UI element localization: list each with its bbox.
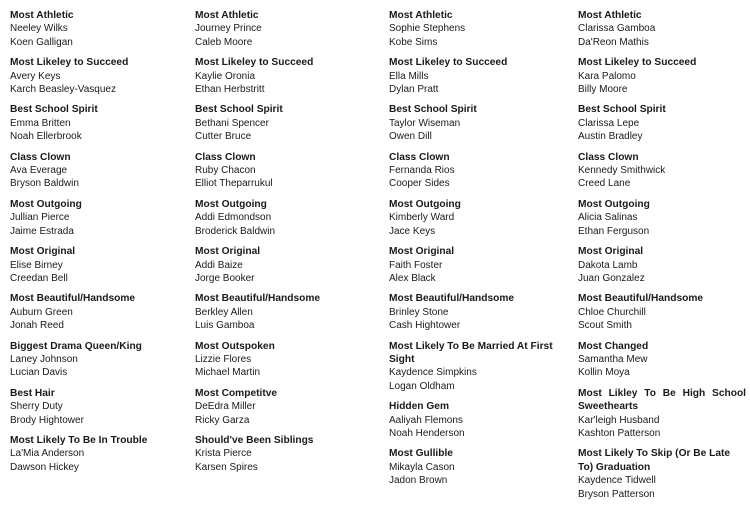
award-title: Most Likley To Be High School Sweethearts [578,387,746,413]
winner-name: Bryson Patterson [578,488,655,500]
award-title: Most Original [578,246,644,258]
award-block [578,9,746,49]
winner-name: Creedan Bell [10,272,68,284]
winner-name: Karch Beasley-Vasquez [10,84,116,96]
award-block [389,151,569,191]
column-4 [578,9,746,508]
winner-name: Lucian Davis [10,367,68,379]
award-title: Most Outgoing [389,198,461,210]
award-block [389,56,569,96]
award-block [195,56,380,96]
winner-name: Ethan Herbstritt [195,84,265,96]
winner-name: Ricky Garza [195,414,250,426]
award-title: Most Beautiful/Handsome [195,293,321,305]
award-block [578,56,746,96]
winner-name: Brody Hightower [10,414,84,426]
winner-name: Cash Hightower [389,320,461,332]
award-title: Most Original [10,246,76,258]
winner-name: Kashton Patterson [578,427,661,439]
winner-name: Kar'leigh Husband [578,414,660,426]
award-title: Most Outgoing [195,198,267,210]
winner-name: Chloe Churchill [578,306,646,318]
column-3 [389,9,569,495]
award-block [389,400,569,440]
award-title: Most Outspoken [195,340,275,352]
award-block [195,103,380,143]
award-title: Most Athletic [10,10,74,21]
winner-name: Kollin Moya [578,367,630,379]
award-title: Class Clown [10,151,71,163]
winner-name: Jorge Booker [195,272,255,284]
winner-name: Kimberly Ward [389,212,455,224]
award-block [389,245,569,285]
winner-name: Alicia Salinas [578,212,638,224]
award-title: Most Athletic [578,10,642,21]
winner-name: Brinley Stone [389,306,449,318]
winner-name: Emma Britten [10,117,71,129]
winner-name: Neeley Wilks [10,23,68,35]
winner-name: Alex Black [389,272,436,284]
winner-name: Austin Bradley [578,131,643,143]
award-title: Best School Spirit [578,104,666,116]
award-block [10,9,185,49]
winner-name: Owen Dill [389,131,432,143]
award-title: Most Likeley to Succeed [195,57,314,69]
winner-name: Dakota Lamb [578,259,638,271]
winner-name: La'Mia Anderson [10,448,85,460]
award-title: Most Beautiful/Handsome [578,293,704,305]
winner-name: Scout Smith [578,320,632,332]
winner-name: Faith Foster [389,259,443,271]
winner-name: Aaliyah Flemons [389,414,463,426]
winner-name: Sherry Duty [10,401,63,413]
award-block [578,340,746,380]
award-block [10,56,185,96]
winner-name: Bryson Baldwin [10,178,79,190]
winner-name: Billy Moore [578,84,628,96]
award-block [389,447,569,487]
winner-name: Lizzie Flores [195,353,252,365]
award-block [578,447,746,501]
award-title: Most Beautiful/Handsome [389,293,515,305]
award-title: Best School Spirit [10,104,98,116]
award-block [578,198,746,238]
winner-name: Luis Gamboa [195,320,255,332]
winner-name: Kaydence Simpkins [389,367,477,379]
award-block [389,9,569,49]
award-title: Most Likely To Be Married At First Sight [389,340,553,365]
award-title: Most Outgoing [10,198,82,210]
award-block [10,151,185,191]
award-title: Most Likely To Skip (Or Be Late To) Graduation [578,448,731,473]
award-title: Class Clown [195,151,256,163]
winner-name: Bethani Spencer [195,117,269,129]
column-1 [10,9,185,481]
award-title: Most Gullible [389,448,453,460]
winner-name: Noah Ellerbrook [10,131,82,143]
winner-name: Kara Palomo [578,70,636,82]
winner-name: Cooper Sides [389,178,450,190]
winner-name: DeEdra Miller [195,401,256,413]
award-title: Best School Spirit [389,104,477,116]
award-block [389,103,569,143]
winner-name: Caleb Moore [195,36,253,48]
award-title: Most Likely To Be In Trouble [10,434,148,446]
award-title: Best Hair [10,387,55,399]
winner-name: Addi Edmondson [195,212,272,224]
winner-name: Elliot Theparrukul [195,178,273,190]
winner-name: Clarissa Gamboa [578,23,656,35]
winner-name: Kaylie Oronia [195,70,256,82]
winner-name: Elise Birney [10,259,63,271]
award-block [195,9,380,49]
winner-name: Dawson Hickey [10,461,79,473]
column-2 [195,9,380,481]
award-block [10,387,185,427]
winner-name: Journey Prince [195,23,262,35]
award-block [578,245,746,285]
award-block [10,198,185,238]
winner-name: Karsen Spires [195,461,258,473]
winner-name: Da'Reon Mathis [578,36,649,48]
award-title: Class Clown [389,151,450,163]
winner-name: Jace Keys [389,225,436,237]
winner-name: Laney Johnson [10,353,78,365]
award-block [10,340,185,380]
award-block [389,292,569,332]
winner-name: Taylor Wiseman [389,117,461,129]
award-block [195,245,380,285]
winner-name: Jonah Reed [10,320,64,332]
winner-name: Michael Martin [195,367,261,379]
award-block [10,292,185,332]
award-block [10,103,185,143]
winner-name: Clarissa Lepe [578,117,640,129]
winner-name: Jadon Brown [389,475,448,487]
award-block [195,434,380,474]
award-block [389,198,569,238]
winner-name: Dylan Pratt [389,84,439,96]
winner-name: Berkley Allen [195,306,253,318]
winner-name: Ruby Chacon [195,165,256,177]
award-title: Class Clown [578,151,639,163]
award-title: Most Competitve [195,387,278,399]
award-block [578,292,746,332]
award-title: Most Likeley to Succeed [10,57,129,69]
award-title: Best School Spirit [195,104,283,116]
award-title: Biggest Drama Queen/King [10,340,142,352]
award-title: Most Original [389,246,455,258]
winner-name: Jullian Pierce [10,212,70,224]
award-title: Most Likeley to Succeed [389,57,508,69]
award-block [195,292,380,332]
award-block [578,103,746,143]
award-block [195,198,380,238]
award-block [195,387,380,427]
winner-name: Samantha Mew [578,353,648,365]
winner-name: Ella Mills [389,70,429,82]
award-title: Most Athletic [195,10,259,21]
winner-name: Kennedy Smithwick [578,165,666,177]
winner-name: Fernanda Rios [389,165,455,177]
winner-name: Kaydence Tidwell [578,475,656,487]
award-title: Most Outgoing [578,198,650,210]
award-block [195,340,380,380]
winner-name: Creed Lane [578,178,631,190]
award-title: Most Athletic [389,10,453,21]
winner-name: Kobe Sims [389,36,438,48]
winner-name: Noah Henderson [389,427,465,439]
winner-name: Koen Galligan [10,36,73,48]
winner-name: Mikayla Cason [389,461,455,473]
winner-name: Auburn Green [10,306,73,318]
winner-name: Krista Pierce [195,448,252,460]
award-block [578,387,746,441]
award-title: Most Beautiful/Handsome [10,293,136,305]
winner-name: Addi Baize [195,259,243,271]
award-title: Most Changed [578,340,649,352]
award-title: Most Original [195,246,261,258]
award-title: Most Likeley to Succeed [578,57,697,69]
award-block [578,151,746,191]
award-block [195,151,380,191]
award-block [10,434,185,474]
winner-name: Sophie Stephens [389,23,466,35]
winner-name: Avery Keys [10,70,61,82]
winner-name: Ethan Ferguson [578,225,650,237]
winner-name: Juan Gonzalez [578,272,645,284]
winner-name: Logan Oldham [389,380,455,392]
award-block [10,245,185,285]
award-title: Hidden Gem [389,401,450,413]
winner-name: Broderick Baldwin [195,225,276,237]
winner-name: Cutter Bruce [195,131,252,143]
winner-name: Ava Everage [10,165,68,177]
award-block [389,340,569,394]
winner-name: Jaime Estrada [10,225,74,237]
award-title: Should've Been Siblings [195,434,314,446]
